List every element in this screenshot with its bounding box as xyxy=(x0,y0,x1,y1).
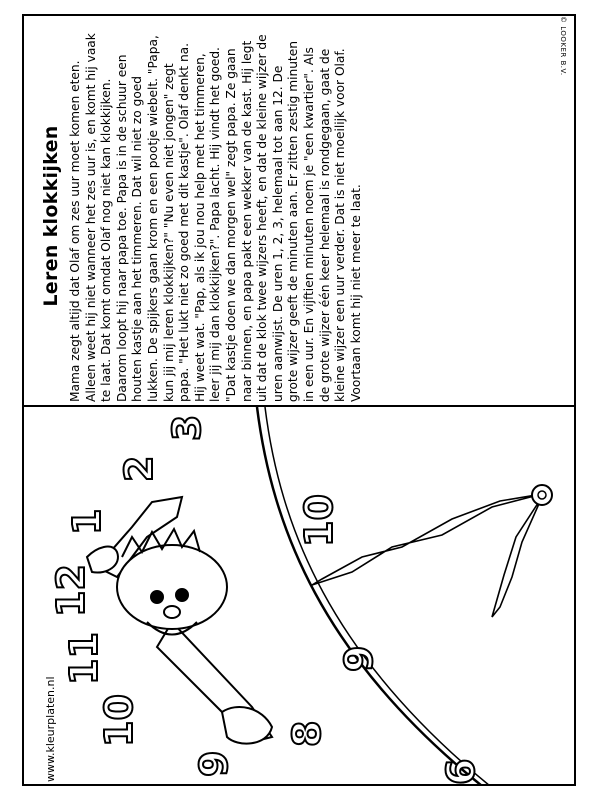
clock-number-3: 3 xyxy=(165,414,209,441)
clock-number-9: 9 xyxy=(192,750,236,777)
clock-face-number-10: 10 xyxy=(297,494,341,547)
website-url: www.kleurplaten.nl xyxy=(44,676,57,782)
story-panel xyxy=(40,30,550,402)
clock-number-12: 12 xyxy=(49,564,93,617)
clock-number-1: 1 xyxy=(65,508,109,535)
clock-face-number-9: 9 xyxy=(337,645,381,672)
story-title: Leren klokkijken xyxy=(40,125,62,307)
story-body: Mama zegt altijd dat Olaf om zes uur moet komen eten. Alleen weet hij niet wanneer het zes uur is, en komt hij vaak te laat. Dat komt omdat Olaf nog niet kan klokkijken. Daarom loopt hij naar papa toe. Papa is in de schuur een houten kastje aan het timmeren. Dat wil niet zo goed lukken. De spijkers gaan krom en een pootje wiebelt. "Papa, kun jij mij leren klokkijken?" "Nu even niet jongen" zegt papa. "Het lukt niet zo goed met dit kastje". Olaf denkt na. Hij weet wat. "Pap, als ik jou nou help met het timmeren, leer jij mij dan klokkijken?". Papa lacht. Hij vindt het goed. "Dat kastje doen we dan morgen wel" zegt papa. Ze gaan naar binnen, en papa pakt een wekker van de kast. Hij legt uit dat de klok twee wijzers heeft, en dat de kleine wijzer de uren aanwijst. De uren 1, 2, 3, helemaal tot aan 12. De grote wijzer geeft de minuten aan. Er zitten zestig minuten in een uur. En vijftien minuten noem je "een kwartier". Als de grote wijzer één keer helemaal is rondgegaan, gaat de kleine wijzer een uur verder. Dat is niet moeilijk voor Olaf. Voortaan komt hij niet meer te laat. xyxy=(68,33,363,402)
clock-illustration xyxy=(22,407,576,786)
olaf-eye-left xyxy=(151,591,163,603)
copyright-notice: © LOOKER B.V. xyxy=(559,16,567,76)
olaf-left-hand xyxy=(222,707,272,744)
olaf-nose xyxy=(164,606,180,618)
clock-face-number-6: 6 xyxy=(439,758,483,785)
clock-hour-hand xyxy=(492,497,542,617)
clock-number-2: 2 xyxy=(117,455,161,482)
clock-number-10: 10 xyxy=(97,694,141,747)
clock-number-11: 11 xyxy=(62,632,106,685)
clock-face-number-8: 8 xyxy=(285,720,329,747)
olaf-eye-right xyxy=(176,589,188,601)
